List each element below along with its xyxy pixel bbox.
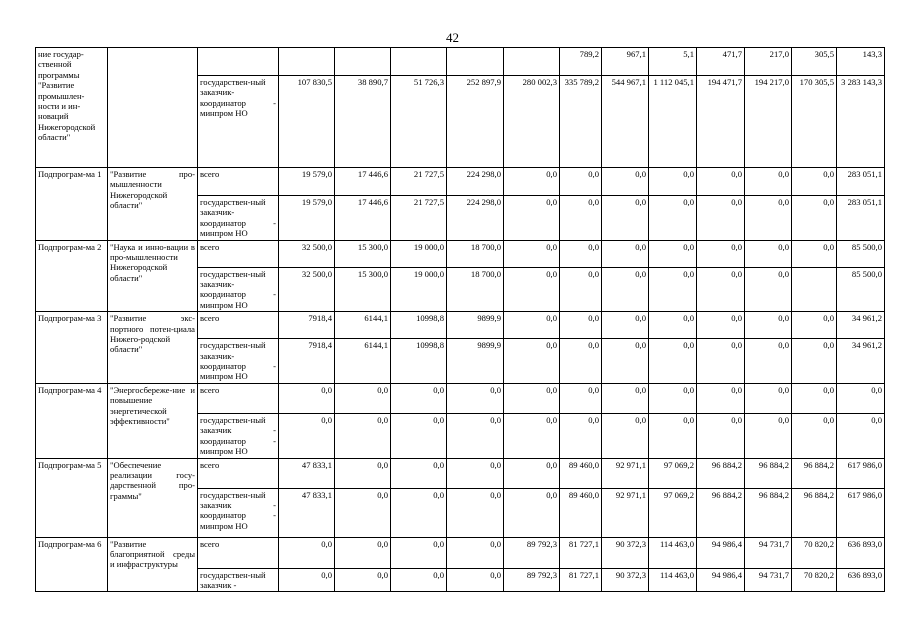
amount-cell: 0,0 [279,537,335,568]
amount-cell: 96 884,2 [792,488,837,537]
amount-cell: 51 726,3 [391,76,447,168]
amount-cell: 90 372,3 [602,568,649,592]
amount-cell: 89 460,0 [560,458,602,488]
amount-cell: 19 579,0 [279,168,335,196]
amount-cell: 0,0 [745,312,792,339]
amount-cell: 170 305,5 [792,76,837,168]
amount-cell: 280 002,3 [504,76,560,168]
amount-cell: 0,0 [504,196,560,241]
amount-cell: 0,0 [697,383,745,413]
amount-cell: 471,7 [697,48,745,76]
amount-cell: 0,0 [279,568,335,592]
amount-cell: 0,0 [649,196,697,241]
amount-cell: 89 792,3 [504,537,560,568]
amount-cell: 0,0 [279,383,335,413]
budget-table [35,47,885,592]
amount-cell: 0,0 [447,537,504,568]
amount-cell: 85 500,0 [837,267,885,312]
amount-cell: 0,0 [560,267,602,312]
funding-source-cell: всего [198,240,279,267]
amount-cell: 18 700,0 [447,240,504,267]
funding-source-cell: всего [198,383,279,413]
amount-cell: 96 884,2 [792,458,837,488]
amount-cell: 114 463,0 [649,537,697,568]
amount-cell: 636 893,0 [837,568,885,592]
amount-cell: 0,0 [447,568,504,592]
amount-cell: 283 051,1 [837,196,885,241]
funding-source-cell: государствен-ный заказчик - координатор - минпром НО [198,488,279,537]
amount-cell: 0,0 [447,488,504,537]
amount-cell: 7918,4 [279,339,335,384]
amount-cell: 0,0 [560,168,602,196]
amount-cell: 89 460,0 [560,488,602,537]
amount-cell: 0,0 [649,240,697,267]
amount-cell: 0,0 [602,339,649,384]
amount-cell: 10998,8 [391,312,447,339]
amount-cell: 0,0 [745,413,792,458]
table-row [36,383,885,413]
funding-source-cell: всего [198,168,279,196]
amount-cell [504,48,560,76]
amount-cell: 19 000,0 [391,267,447,312]
amount-cell: 107 830,5 [279,76,335,168]
table-row [36,312,885,339]
amount-cell: 0,0 [335,458,391,488]
amount-cell: 3 283 143,3 [837,76,885,168]
amount-cell: 0,0 [504,312,560,339]
amount-cell: 217,0 [745,48,792,76]
amount-cell: 96 884,2 [697,458,745,488]
amount-cell: 636 893,0 [837,537,885,568]
amount-cell: 0,0 [697,168,745,196]
amount-cell: 19 000,0 [391,240,447,267]
amount-cell: 0,0 [335,568,391,592]
amount-cell: 9899,9 [447,339,504,384]
amount-cell: 0,0 [745,168,792,196]
amount-cell: 0,0 [504,458,560,488]
amount-cell: 0,0 [792,339,837,384]
amount-cell: 0,0 [745,240,792,267]
amount-cell: 18 700,0 [447,267,504,312]
amount-cell: 21 727,5 [391,196,447,241]
amount-cell: 0,0 [391,537,447,568]
amount-cell: 7918,4 [279,312,335,339]
amount-cell: 96 884,2 [745,458,792,488]
amount-cell: 305,5 [792,48,837,76]
amount-cell: 0,0 [560,312,602,339]
program-name-cell: "Обеспечение реализации госу-дарственной про-граммы" [108,458,198,537]
amount-cell: 0,0 [792,413,837,458]
amount-cell: 70 820,2 [792,537,837,568]
amount-cell: 114 463,0 [649,568,697,592]
amount-cell: 0,0 [649,413,697,458]
program-label-cell: Подпрограм-ма 4 [36,383,108,458]
amount-cell: 81 727,1 [560,568,602,592]
amount-cell: 94 986,4 [697,537,745,568]
funding-source-cell: государствен-ный заказчик-координатор - минпром НО [198,267,279,312]
amount-cell: 17 446,6 [335,196,391,241]
amount-cell: 94 731,7 [745,568,792,592]
amount-cell: 90 372,3 [602,537,649,568]
amount-cell [279,48,335,76]
amount-cell: 0,0 [602,267,649,312]
amount-cell: 0,0 [560,383,602,413]
amount-cell: 0,0 [335,413,391,458]
funding-source-cell: государствен-ный заказчик-координатор - минпром НО [198,339,279,384]
amount-cell: 0,0 [602,240,649,267]
amount-cell: 0,0 [391,488,447,537]
amount-cell: 0,0 [792,383,837,413]
amount-cell: 0,0 [697,267,745,312]
amount-cell: 0,0 [504,413,560,458]
amount-cell: 0,0 [447,413,504,458]
amount-cell [335,48,391,76]
amount-cell: 19 579,0 [279,196,335,241]
amount-cell: 0,0 [504,267,560,312]
amount-cell: 0,0 [649,168,697,196]
amount-cell: 10998,8 [391,339,447,384]
amount-cell: 0,0 [602,196,649,241]
table-row [36,48,885,76]
amount-cell: 34 961,2 [837,312,885,339]
amount-cell: 96 884,2 [745,488,792,537]
amount-cell: 32 500,0 [279,240,335,267]
funding-source-cell [198,48,279,76]
amount-cell: 0,0 [837,383,885,413]
amount-cell: 96 884,2 [697,488,745,537]
amount-cell: 0,0 [745,196,792,241]
amount-cell: 32 500,0 [279,267,335,312]
program-name-cell: "Развитие экс-портного потен-циала Нижего-родской области" [108,312,198,384]
funding-source-cell: всего [198,537,279,568]
amount-cell: 0,0 [391,458,447,488]
amount-cell: 0,0 [697,312,745,339]
amount-cell: 0,0 [504,240,560,267]
amount-cell: 967,1 [602,48,649,76]
amount-cell: 0,0 [447,458,504,488]
amount-cell: 0,0 [697,196,745,241]
amount-cell: 0,0 [792,196,837,241]
amount-cell: 617 986,0 [837,488,885,537]
amount-cell: 0,0 [335,537,391,568]
amount-cell: 0,0 [649,267,697,312]
amount-cell: 0,0 [391,413,447,458]
amount-cell: 0,0 [792,240,837,267]
amount-cell: 0,0 [649,312,697,339]
amount-cell: 224 298,0 [447,196,504,241]
amount-cell: 0,0 [335,488,391,537]
table-body [36,48,885,592]
table-row [36,240,885,267]
program-label-cell: Подпрограм-ма 1 [36,168,108,241]
amount-cell: 0,0 [504,339,560,384]
amount-cell: 94 731,7 [745,537,792,568]
amount-cell: 0,0 [560,240,602,267]
table-row [36,458,885,488]
amount-cell: 0,0 [504,168,560,196]
amount-cell: 17 446,6 [335,168,391,196]
amount-cell: 283 051,1 [837,168,885,196]
program-name-cell: "Энергосбереже-ние и повышение энергетической эффективности" [108,383,198,458]
program-label-cell: Подпрограм-ма 6 [36,537,108,592]
amount-cell: 70 820,2 [792,568,837,592]
amount-cell: 544 967,1 [602,76,649,168]
amount-cell: 6144,1 [335,312,391,339]
amount-cell: 0,0 [602,312,649,339]
amount-cell: 85 500,0 [837,240,885,267]
funding-source-cell: всего [198,458,279,488]
funding-source-cell: государствен-ный заказчик-координатор - минпром НО [198,76,279,168]
amount-cell: 224 298,0 [447,168,504,196]
program-name-cell: "Развитие про-мышленности Нижегородской области" [108,168,198,241]
program-name-cell: "Наука и инно-вации в про-мышленности Нижегородской области" [108,240,198,312]
funding-source-cell: всего [198,312,279,339]
program-name-cell [108,48,198,168]
amount-cell: 0,0 [745,267,792,312]
table-row [36,168,885,196]
funding-source-cell: государствен-ный заказчик - [198,568,279,592]
program-label-cell: Подпрограм-ма 5 [36,458,108,537]
funding-source-cell: государствен-ный заказчик - координатор - минпром НО [198,413,279,458]
amount-cell: 92 971,1 [602,488,649,537]
amount-cell: 0,0 [697,413,745,458]
amount-cell: 15 300,0 [335,240,391,267]
amount-cell: 0,0 [335,383,391,413]
amount-cell: 1 112 045,1 [649,76,697,168]
amount-cell: 0,0 [447,383,504,413]
amount-cell: 9899,9 [447,312,504,339]
amount-cell [391,48,447,76]
amount-cell: 0,0 [391,383,447,413]
amount-cell: 94 986,4 [697,568,745,592]
amount-cell [792,267,837,312]
funding-source-cell: государствен-ный заказчик-координатор - минпром НО [198,196,279,241]
amount-cell: 15 300,0 [335,267,391,312]
amount-cell: 0,0 [602,413,649,458]
table-row [36,537,885,568]
page-number: 42 [446,30,459,45]
amount-cell: 0,0 [602,383,649,413]
amount-cell: 0,0 [697,240,745,267]
amount-cell: 0,0 [745,339,792,384]
amount-cell: 0,0 [697,339,745,384]
amount-cell: 0,0 [649,339,697,384]
amount-cell: 0,0 [745,383,792,413]
amount-cell: 5,1 [649,48,697,76]
amount-cell: 92 971,1 [602,458,649,488]
amount-cell: 0,0 [792,312,837,339]
amount-cell: 0,0 [792,168,837,196]
amount-cell: 0,0 [837,413,885,458]
amount-cell: 21 727,5 [391,168,447,196]
amount-cell: 0,0 [602,168,649,196]
amount-cell: 0,0 [504,383,560,413]
amount-cell: 194 471,7 [697,76,745,168]
amount-cell: 0,0 [560,196,602,241]
amount-cell: 47 833,1 [279,458,335,488]
amount-cell: 0,0 [560,413,602,458]
program-label-cell: ние государ-ственной программы "Развитие промышлен-ности и ин-новаций Нижегородской области" [36,48,108,168]
program-label-cell: Подпрограм-ма 3 [36,312,108,384]
program-name-cell: "Развитие благоприятной среды и инфраструктуры [108,537,198,592]
amount-cell: 335 789,2 [560,76,602,168]
amount-cell: 81 727,1 [560,537,602,568]
amount-cell: 97 069,2 [649,488,697,537]
amount-cell [447,48,504,76]
amount-cell: 89 792,3 [504,568,560,592]
amount-cell: 34 961,2 [837,339,885,384]
amount-cell: 97 069,2 [649,458,697,488]
amount-cell: 47 833,1 [279,488,335,537]
amount-cell: 252 897,9 [447,76,504,168]
amount-cell: 0,0 [391,568,447,592]
amount-cell: 6144,1 [335,339,391,384]
amount-cell: 194 217,0 [745,76,792,168]
amount-cell: 0,0 [279,413,335,458]
amount-cell: 143,3 [837,48,885,76]
amount-cell: 0,0 [560,339,602,384]
amount-cell: 617 986,0 [837,458,885,488]
program-label-cell: Подпрограм-ма 2 [36,240,108,312]
amount-cell: 38 890,7 [335,76,391,168]
amount-cell: 789,2 [560,48,602,76]
amount-cell: 0,0 [649,383,697,413]
amount-cell: 0,0 [504,488,560,537]
